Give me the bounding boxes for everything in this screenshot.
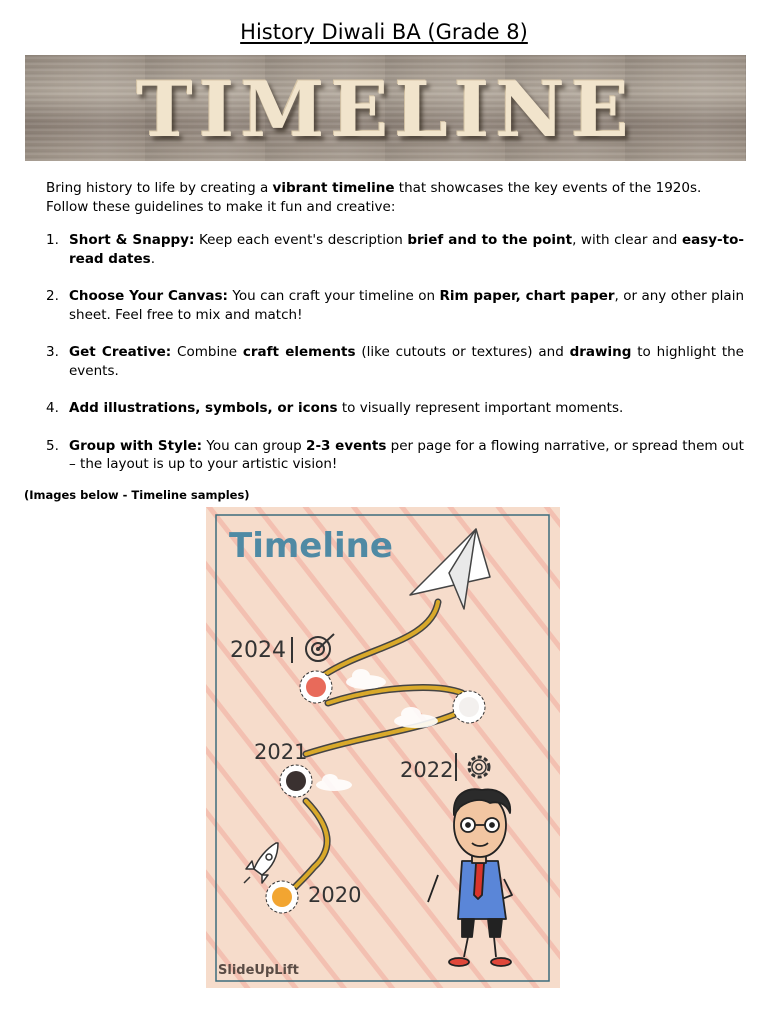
- guideline-emphasis: easy-to-read dates: [69, 232, 744, 267]
- intro-text-post: that showcases the key events of the 1920s. Follow these guidelines to make it fun and creative:: [46, 180, 702, 215]
- guideline-text: (like cutouts or textures) and: [355, 344, 570, 360]
- guideline-item: [46, 231, 744, 268]
- guideline-text: You can craft your timeline on: [227, 288, 440, 304]
- guideline-heading: Get Creative:: [69, 344, 172, 360]
- guideline-item: [46, 437, 744, 474]
- guideline-emphasis: 2-3 events: [306, 437, 387, 454]
- guideline-text: Combine: [171, 344, 243, 360]
- guideline-emphasis: Rim paper, chart paper: [439, 288, 615, 304]
- guideline-text: , with clear and: [572, 232, 682, 248]
- guideline-item: [46, 399, 744, 418]
- guideline-emphasis: brief and to the point: [407, 232, 573, 248]
- guideline-emphasis: drawing: [569, 344, 632, 360]
- guideline-number: 4.: [46, 400, 59, 416]
- guideline-text: .: [150, 250, 156, 267]
- banner-word: TIMELINE: [136, 65, 635, 154]
- guideline-number: 3.: [46, 344, 59, 360]
- page-title: History Diwali BA (Grade 8): [240, 20, 528, 44]
- images-caption: (Images below - Timeline samples): [24, 488, 250, 502]
- guideline-emphasis: craft elements: [242, 344, 356, 360]
- guideline-heading: Choose Your Canvas:: [69, 288, 228, 304]
- guideline-text: to highlight the events.: [69, 344, 744, 379]
- sample-title: Timeline: [229, 526, 393, 566]
- timeline-banner-image: [25, 55, 746, 161]
- guideline-number: 2.: [46, 288, 59, 304]
- guideline-heading: Short & Snappy:: [69, 232, 195, 248]
- guideline-item: [46, 287, 744, 324]
- year-label: 2022: [400, 758, 454, 782]
- guideline-number: 5.: [46, 437, 59, 454]
- guideline-item: [46, 343, 744, 380]
- intro-text-pre: Bring history to life by creating a: [46, 180, 273, 196]
- guideline-number: 1.: [46, 232, 59, 248]
- timeline-sample-image: [206, 507, 560, 988]
- guideline-text: Keep each event's description: [194, 232, 408, 248]
- year-label: 2024: [230, 638, 286, 663]
- guideline-heading: Add illustrations, symbols, or icons: [69, 400, 338, 416]
- year-label: 2021: [254, 740, 308, 764]
- intro-paragraph: [46, 179, 744, 217]
- guidelines-list: [46, 231, 744, 474]
- guideline-text: to visually represent important moments.: [337, 400, 624, 416]
- brand-logo: SlideUpLift: [218, 963, 299, 978]
- year-label: 2020: [308, 883, 362, 907]
- guideline-text: per page for a flowing narrative, or spread them out – the layout is up to your artistic vision!: [69, 437, 744, 472]
- intro-text-bold: vibrant timeline: [272, 180, 395, 196]
- guideline-text: You can group: [202, 437, 307, 454]
- guideline-heading: Group with Style:: [69, 437, 203, 454]
- guideline-text: , or any other plain sheet. Feel free to mix and match!: [69, 288, 744, 323]
